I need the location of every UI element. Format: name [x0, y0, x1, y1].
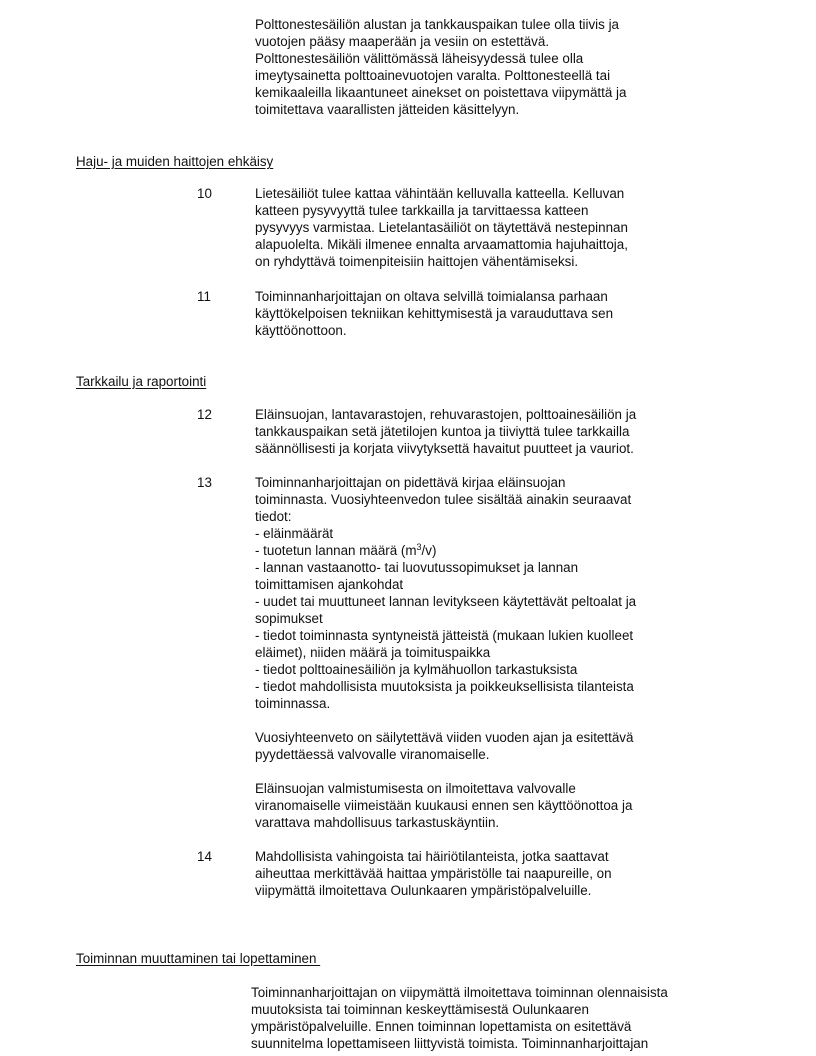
section-heading-odour: Haju- ja muiden haittojen ehkäisy — [76, 154, 274, 169]
text-line: - tiedot mahdollisista muutoksista ja poikkeuksellisista tilanteista — [255, 679, 634, 694]
text-line: ympäristöpalveluille. Ennen toiminnan lopettamista on esitettävä — [251, 1019, 632, 1034]
text-line: toimittamisen ajankohdat — [255, 577, 404, 592]
text-line: Polttonestesäiliön välittömässä läheisyydessä tulee olla — [255, 51, 584, 66]
item-text-14 — [255, 848, 685, 899]
manure-suffix: /v) — [421, 543, 437, 558]
text-line: Eläinsuojan, lantavarastojen, rehuvarastojen, polttoainesäiliön ja — [255, 407, 637, 422]
text-line: toiminnassa. — [255, 696, 331, 711]
text-line: katteen pysyvyyttä tulee tarkkailla ja tarvittaessa katteen — [255, 203, 589, 218]
section-heading-monitoring: Tarkkailu ja raportointi — [76, 374, 207, 389]
manure-superscript: 3 — [416, 542, 422, 552]
text-line: säännöllisesti ja korjata viivytyksettä havaitut puutteet ja vauriot. — [255, 441, 634, 456]
item-number-12: 12 — [197, 407, 212, 422]
manure-amount-line — [255, 542, 685, 559]
manure-prefix: - tuotetun lannan määrä (m — [255, 543, 417, 558]
text-line: Vuosiyhteenveto on säilytettävä viiden vuoden ajan ja esitettävä — [255, 730, 634, 745]
text-line: pyydettäessä valvovalle viranomaiselle. — [255, 747, 490, 762]
text-line: varattava mahdollisuus tarkastuskäyntiin. — [255, 815, 500, 830]
text-line: Toiminnanharjoittajan on viipymättä ilmoitettava toiminnan olennaisista — [251, 985, 668, 1000]
item-13-paragraph-3 — [255, 780, 685, 831]
text-line: Lietesäiliöt tulee kattaa vähintään kelluvalla katteella. Kelluvan — [255, 186, 625, 201]
text-line: viipymättä ilmoitettava Oulunkaaren ympäristöpalveluille. — [255, 883, 592, 898]
text-line: vuotojen pääsy maaperään ja vesiin on estettävä. — [255, 34, 550, 49]
item-13-paragraph-2 — [255, 729, 685, 763]
text-line: sopimukset — [255, 611, 323, 626]
text-line: Eläinsuojan valmistumisesta on ilmoitettava valvovalle — [255, 781, 576, 796]
text-line: tiedot: — [255, 509, 292, 524]
text-line: suunnitelma lopettamiseen liittyvistä toimista. Toiminnanharjoittajan — [251, 1036, 649, 1051]
text-line: käyttökelpoisen tekniikan kehittymisestä ja varauduttava sen — [255, 306, 614, 321]
text-line: imeytysainetta polttoainevuotojen varalta. Polttonesteellä tai — [255, 68, 611, 83]
text-line: - lannan vastaanotto- tai luovutussopimukset ja lannan — [255, 560, 579, 575]
text-line: tankkauspaikan setä jätetilojen kuntoa ja tiiviyttä tulee tarkkailla — [255, 424, 630, 439]
item-text-10 — [255, 185, 685, 270]
text-line: - eläinmäärät — [255, 526, 334, 541]
text-line: Mahdollisista vahingoista tai häiriötilanteista, jotka saattavat — [255, 849, 609, 864]
section-heading-changes: Toiminnan muuttaminen tai lopettaminen — [76, 951, 321, 966]
text-line: - tiedot toiminnasta syntyneistä jätteistä (mukaan lukien kuolleet — [255, 628, 634, 643]
text-line: käyttöönottoon. — [255, 323, 347, 338]
item-number-13: 13 — [197, 475, 212, 490]
item-number-14: 14 — [197, 849, 212, 864]
item-number-10: 10 — [197, 186, 212, 201]
text-line: - tiedot polttoainesäiliön ja kylmähuollon tarkastuksista — [255, 662, 578, 677]
item-text-11 — [255, 288, 685, 339]
text-line: on ryhdyttävä toimenpiteisiin haittojen vähentämiseksi. — [255, 254, 579, 269]
text-line: - uudet tai muuttuneet lannan levitykseen käytettävät peltoalat ja — [255, 594, 637, 609]
text-line: viranomaiselle viimeistään kuukausi ennen sen käyttöönottoa ja — [255, 798, 633, 813]
text-line: eläimet), niiden määrä ja toimituspaikka — [255, 645, 491, 660]
item-text-12 — [255, 406, 685, 457]
text-line: muutoksista tai toiminnan keskeyttämisestä Oulunkaaren — [251, 1002, 589, 1017]
item-number-11: 11 — [197, 289, 211, 304]
text-line: Toiminnanharjoittajan on oltava selvillä toimialansa parhaan — [255, 289, 608, 304]
changes-paragraph — [251, 984, 711, 1052]
text-line: kemikaaleilla likaantuneet ainekset on poistettava viipymättä ja — [255, 85, 627, 100]
intro-paragraph — [255, 16, 685, 118]
text-line: pysyvyys varmistaa. Lietelantasäiliöt on täytettävä nestepinnan — [255, 220, 628, 235]
text-line: Polttonestesäiliön alustan ja tankkauspaikan tulee olla tiivis ja — [255, 17, 619, 32]
text-line: toimitettava vaarallisten jätteiden käsittelyyn. — [255, 102, 520, 117]
text-line: alapuolelta. Mikäli ilmenee ennalta arvaamattomia hajuhaittoja, — [255, 237, 628, 252]
item-text-13 — [255, 474, 685, 712]
text-line: Toiminnanharjoittajan on pidettävä kirjaa eläinsuojan — [255, 475, 566, 490]
text-line: toiminnasta. Vuosiyhteenvedon tulee sisältää ainakin seuraavat — [255, 492, 632, 507]
text-line: aiheuttaa merkittävää haittaa ympäristölle tai naapureille, on — [255, 866, 612, 881]
